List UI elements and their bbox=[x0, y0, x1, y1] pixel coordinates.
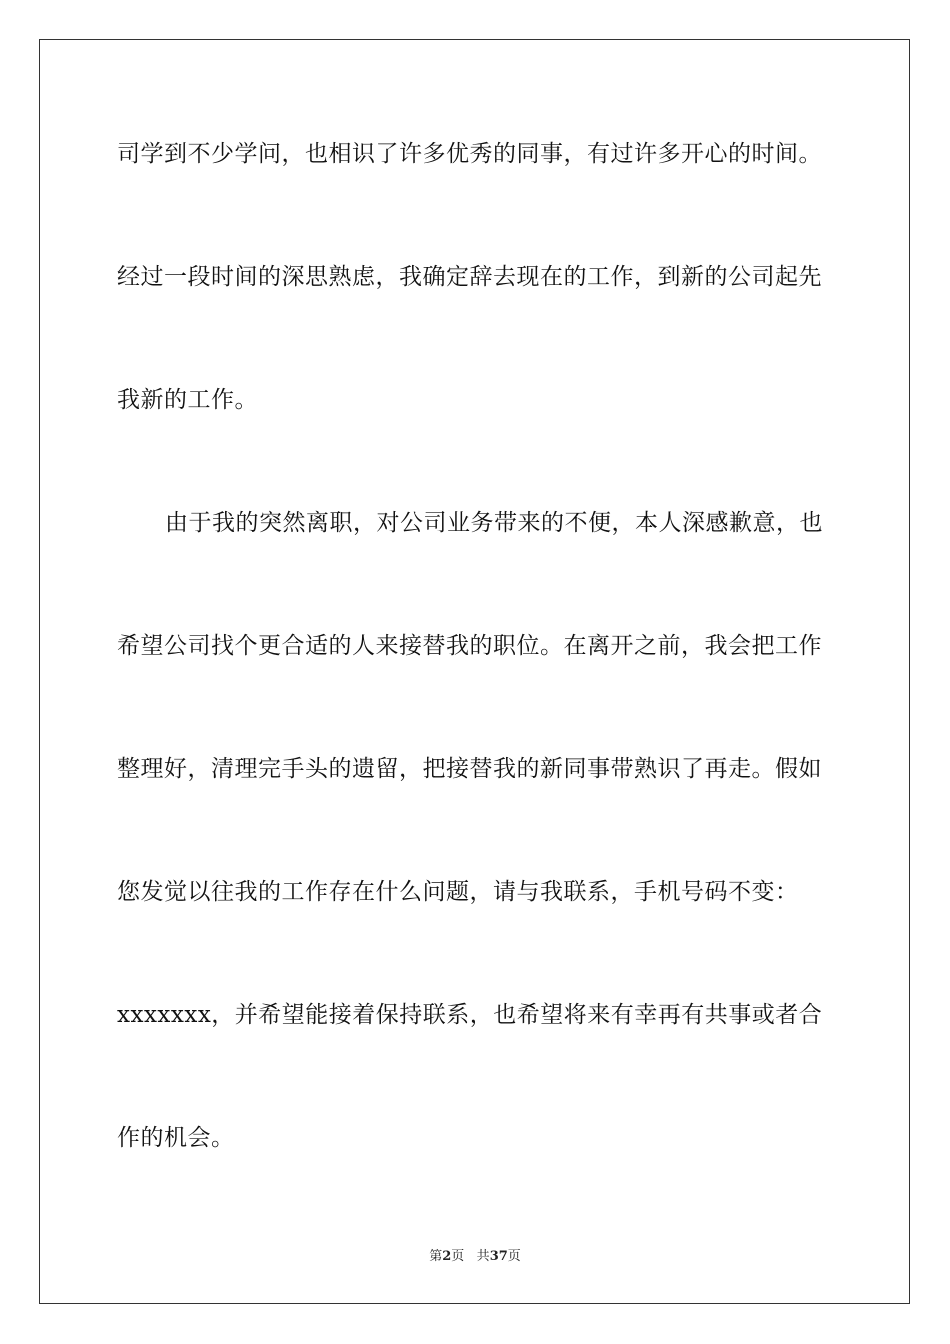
body-line: 希望公司找个更合适的人来接替我的职位。在离开之前，我会把工作 bbox=[117, 633, 822, 659]
body-line: 作的机会。 bbox=[117, 1125, 235, 1151]
footer-prefix: 第 bbox=[429, 1249, 443, 1264]
body-line: 司学到不少学问，也相识了许多优秀的同事，有过许多开心的时间。 bbox=[117, 141, 822, 167]
current-page-number: 2 bbox=[442, 1249, 452, 1264]
body-line: 您发觉以往我的工作存在什么问题，请与我联系，手机号码不变： bbox=[117, 879, 799, 905]
page-frame bbox=[39, 39, 910, 1304]
body-line: xxxxxxx，并希望能接着保持联系，也希望将来有幸再有共事或者合 bbox=[117, 1002, 823, 1028]
footer-total-prefix: 共 bbox=[476, 1249, 490, 1264]
body-line: 由于我的突然离职，对公司业务带来的不便，本人深感歉意，也 bbox=[165, 510, 823, 536]
body-line: 我新的工作。 bbox=[117, 387, 258, 413]
footer-total-suffix: 页 bbox=[507, 1249, 521, 1264]
body-line: 经过一段时间的深思熟虑，我确定辞去现在的工作，到新的公司起先 bbox=[117, 264, 822, 290]
footer-page-suffix: 页 bbox=[451, 1249, 465, 1264]
page-footer bbox=[0, 1248, 950, 1266]
body-line: 整理好，清理完手头的遗留，把接替我的新同事带熟识了再走。假如 bbox=[117, 756, 822, 782]
total-page-count: 37 bbox=[489, 1249, 508, 1264]
